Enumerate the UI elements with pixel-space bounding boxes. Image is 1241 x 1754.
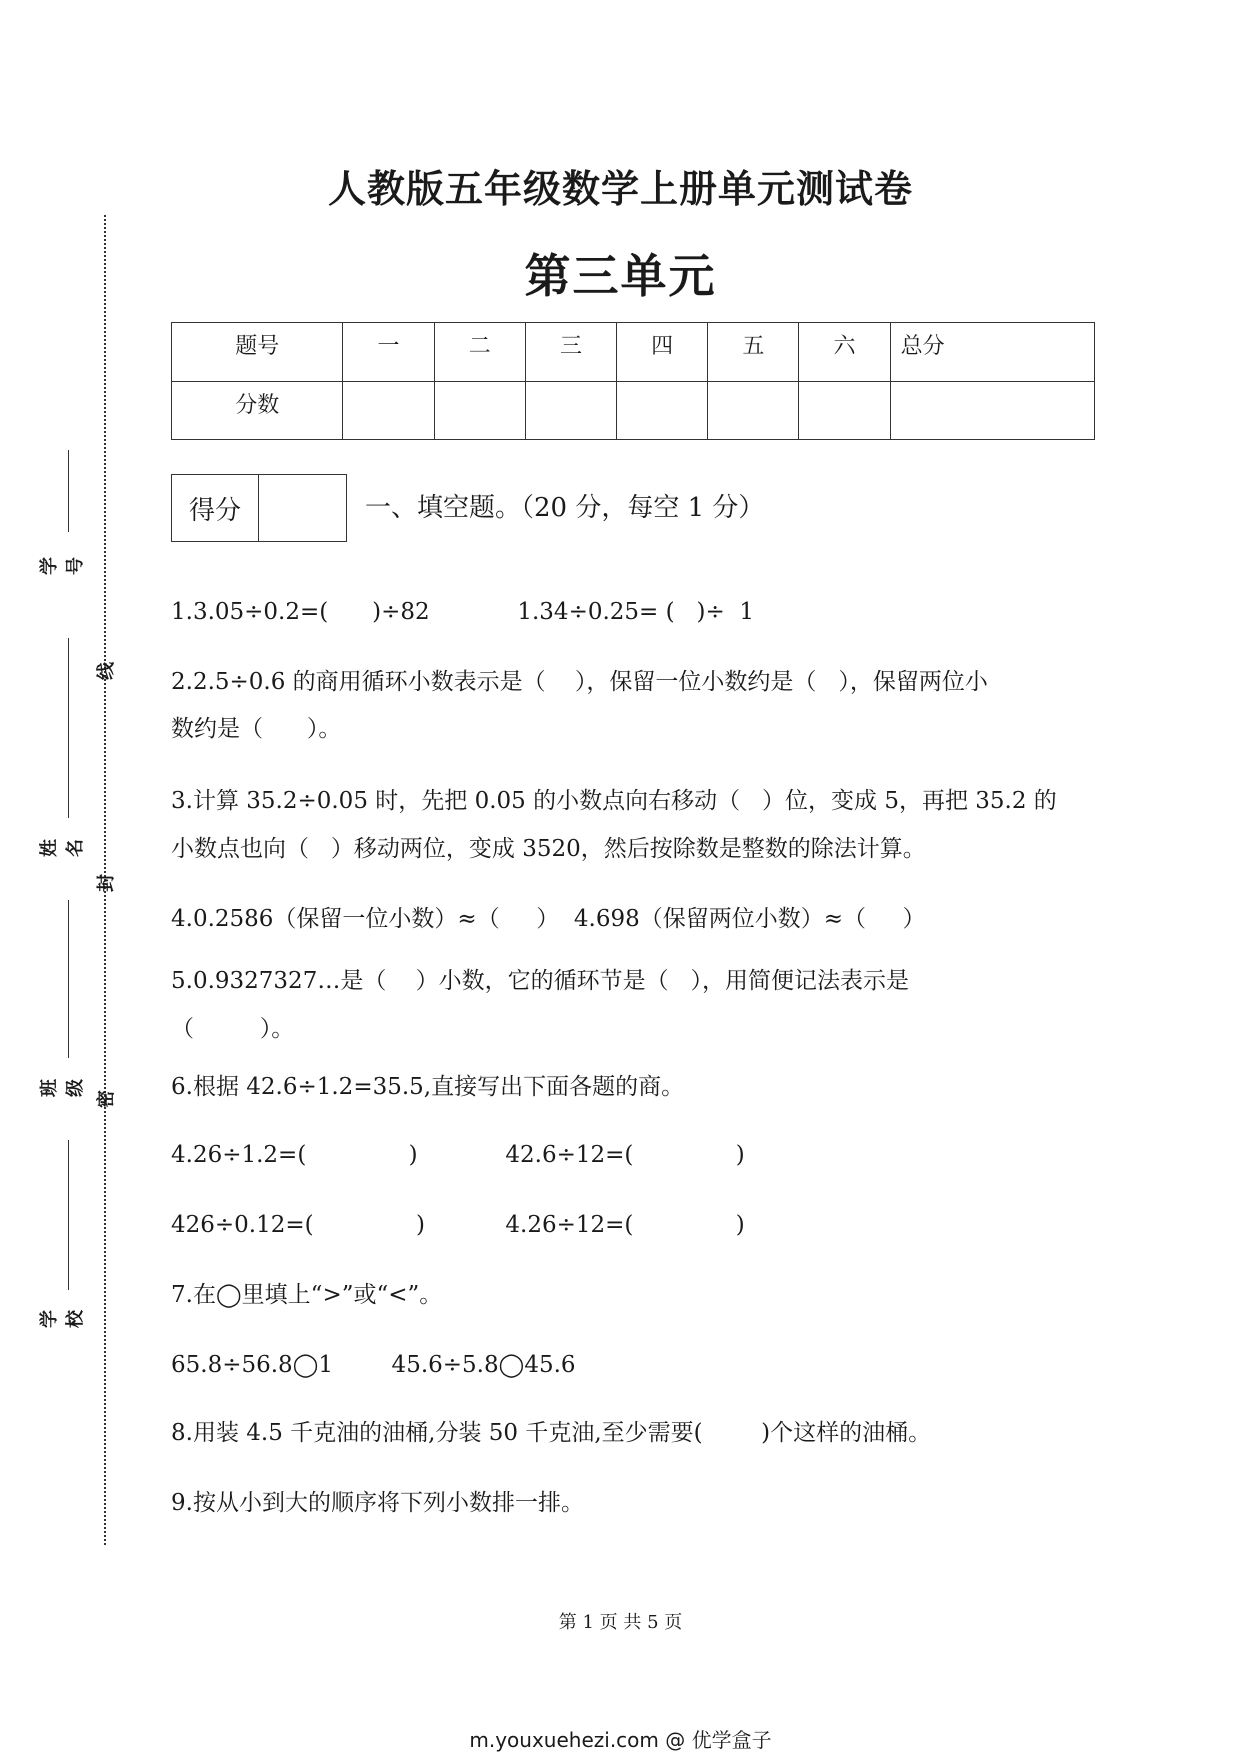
section-score-box <box>171 474 347 542</box>
section-score-label: 得分 <box>172 475 259 541</box>
student-id-underline <box>68 450 69 532</box>
score-blank-cell[interactable] <box>617 381 708 440</box>
exam-title: 人教版五年级数学上册单元测试卷 <box>327 166 913 211</box>
score-blank-cell[interactable] <box>434 381 525 440</box>
question-line: 3.计算 35.2÷0.05 时，先把 0.05 的小数点向右移动（ ）位，变成 5，再把 35.2 的 <box>171 788 1057 814</box>
score-blank-cell[interactable] <box>708 381 799 440</box>
name-label: 姓名 <box>39 839 86 857</box>
question-line: 数约是（ ）。 <box>171 716 342 742</box>
score-table-cell: 分数 <box>172 381 343 440</box>
question-line: 1.3.05÷0.2=( )÷82 1.34÷0.25= ( )÷ 1 <box>171 599 755 625</box>
question-line: 426÷0.12=( ) 4.26÷12=( ) <box>171 1212 745 1238</box>
watermark-text: m.youxuehezi.com @ 优学盒子 <box>469 1728 772 1752</box>
score-table-cell: 二 <box>434 323 525 382</box>
school-underline <box>68 1140 69 1290</box>
question-line: 小数点也向（ ）移动两位，变成 3520，然后按除数是整数的除法计算。 <box>171 836 926 862</box>
question-line: （ ）。 <box>171 1016 295 1042</box>
score-table-cell: 三 <box>525 323 616 382</box>
page-number: 第 1 页 共 5 页 <box>558 1612 683 1633</box>
seal-mi-char: 密 <box>96 1090 117 1108</box>
unit-title: 第三单元 <box>524 249 717 303</box>
name-underline <box>68 638 69 818</box>
question-line: 4.0.2586（保留一位小数）≈（ ） 4.698（保留两位小数）≈（ ） <box>171 906 926 932</box>
question-line: 2.2.5÷0.6 的商用循环小数表示是（ ），保留一位小数约是（ ），保留两位小 <box>171 669 988 695</box>
section-score-blank[interactable] <box>259 475 346 541</box>
class-label: 班级 <box>39 1079 86 1097</box>
score-blank-cell[interactable] <box>799 381 890 440</box>
score-table-cell: 六 <box>799 323 890 382</box>
score-table-cell: 五 <box>708 323 799 382</box>
student-id-label: 学号 <box>39 557 86 575</box>
score-table-cell: 总分 <box>890 323 1094 382</box>
class-underline <box>68 900 69 1058</box>
question-line: 4.26÷1.2=( ) 42.6÷12=( ) <box>171 1142 745 1168</box>
question-line: 65.8÷56.8◯1 45.6÷5.8◯45.6 <box>171 1352 576 1378</box>
seal-feng-char: 封 <box>96 874 117 892</box>
score-table <box>171 322 1095 440</box>
score-blank-cell[interactable] <box>343 381 434 440</box>
score-blank-cell[interactable] <box>890 381 1094 440</box>
score-table-score-row <box>172 381 1095 440</box>
score-table-header-row <box>172 323 1095 382</box>
score-table-cell: 一 <box>343 323 434 382</box>
question-line: 7.在◯里填上“>”或“<”。 <box>171 1282 443 1308</box>
score-blank-cell[interactable] <box>525 381 616 440</box>
question-line: 8.用装 4.5 千克油的油桶,分装 50 千克油,至少需要( )个这样的油桶。 <box>171 1420 932 1446</box>
question-line: 5.0.9327327…是（ ）小数，它的循环节是（ ），用简便记法表示是 <box>171 968 909 994</box>
score-table-cell: 题号 <box>172 323 343 382</box>
seal-line-char: 线 <box>96 662 117 680</box>
school-label: 学校 <box>39 1310 86 1328</box>
question-line: 9.按从小到大的顺序将下列小数排一排。 <box>171 1490 584 1516</box>
section-title: 一、填空题。（20 分，每空 1 分） <box>365 493 765 523</box>
question-line: 6.根据 42.6÷1.2=35.5,直接写出下面各题的商。 <box>171 1074 685 1100</box>
score-table-cell: 四 <box>617 323 708 382</box>
